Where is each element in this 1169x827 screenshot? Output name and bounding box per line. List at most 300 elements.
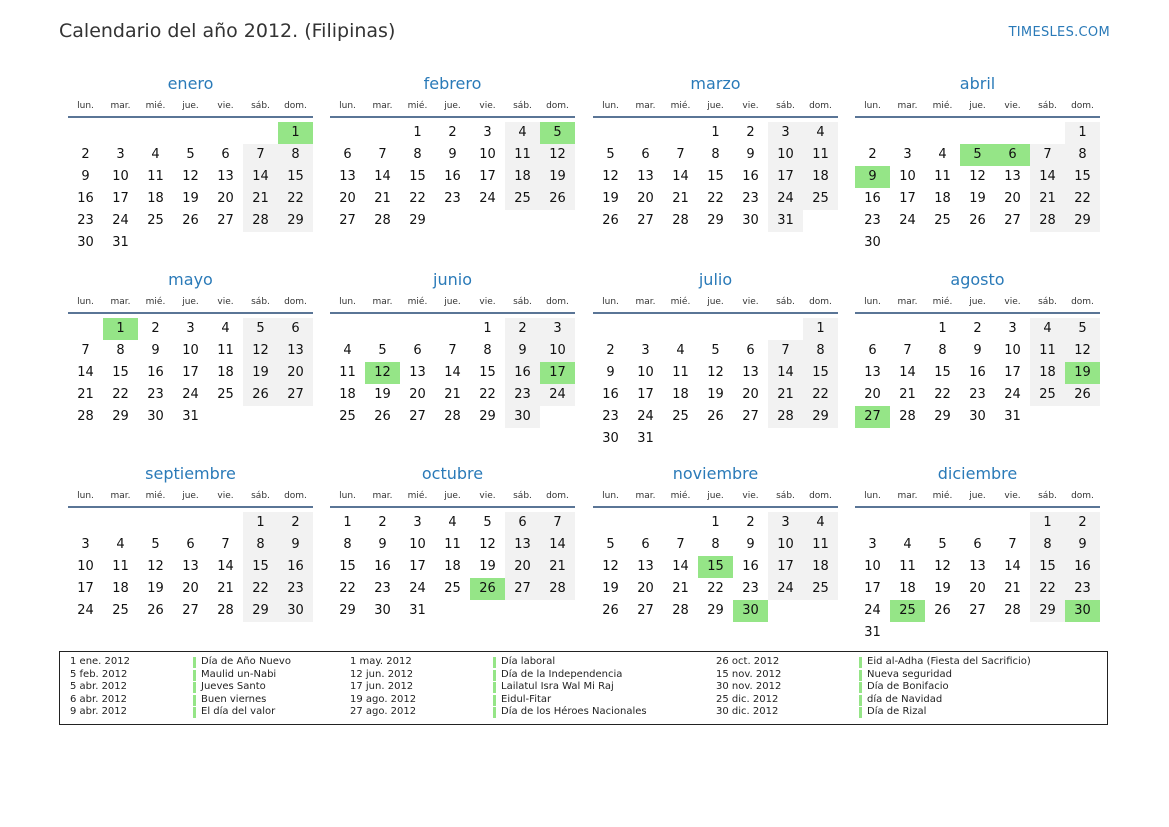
day-cell: 23 <box>505 384 540 406</box>
site-brand-link[interactable]: TIMESLES.COM <box>1008 25 1110 40</box>
weekday-label: lun. <box>339 491 356 501</box>
day-cell: 16 <box>864 191 881 206</box>
day-cell: 11 <box>147 169 164 184</box>
day-cell: 6 <box>186 537 195 552</box>
weekday-label: jue. <box>182 491 199 501</box>
month-agosto <box>855 269 1100 458</box>
weekday-header <box>330 486 575 506</box>
day-cell: 23 <box>278 578 313 600</box>
day-cell: 24 <box>77 603 94 618</box>
day-cell: 28 <box>540 578 575 600</box>
day-cell: 18 <box>339 387 356 402</box>
day-cell: 25 <box>1030 384 1065 406</box>
day-cell: 27 <box>742 409 759 424</box>
day-cell: 21 <box>768 384 803 406</box>
month-febrero <box>330 73 575 262</box>
legend-holiday-name: Eidul-Fitar <box>501 693 552 705</box>
day-cell: 9 <box>151 343 160 358</box>
header-rule <box>593 506 838 508</box>
header-rule <box>330 116 575 118</box>
day-cell: 25 <box>803 578 838 600</box>
day-cell: 9 <box>746 147 755 162</box>
holiday-color-swatch <box>493 695 496 706</box>
day-cell: 22 <box>707 581 724 596</box>
day-cell: 18 <box>803 556 838 578</box>
day-cell: 17 <box>864 581 881 596</box>
month-octubre <box>330 463 575 652</box>
holiday-color-swatch <box>193 670 196 681</box>
legend-holiday-name: Día laboral <box>501 656 556 667</box>
header-rule <box>593 312 838 314</box>
day-cell: 11 <box>803 534 838 556</box>
month-name: marzo <box>690 74 741 93</box>
day-cell: 22 <box>278 188 313 210</box>
day-cell: 13 <box>1004 169 1021 184</box>
header-rule <box>68 506 313 508</box>
holiday-color-swatch <box>193 682 196 693</box>
day-cell: 5 <box>1065 318 1100 340</box>
day-cell: 4 <box>151 147 160 162</box>
weekday-header <box>68 292 313 312</box>
day-cell: 1 <box>343 515 352 530</box>
day-cell: 5 <box>711 343 720 358</box>
day-cell: 7 <box>540 512 575 534</box>
month-marzo <box>593 73 838 262</box>
legend-holiday-name: Maulid un-Nabi <box>201 668 277 680</box>
legend-date: 25 dic. 2012 <box>716 693 779 705</box>
day-cell: 8 <box>243 534 278 556</box>
day-cell: 28 <box>899 409 916 424</box>
day-cell: 16 <box>278 556 313 578</box>
day-cell: 3 <box>1008 321 1017 336</box>
day-cell: 17 <box>1004 365 1021 380</box>
day-cell: 23 <box>444 191 461 206</box>
day-cell: 16 <box>147 365 164 380</box>
day-cell: 12 <box>934 559 951 574</box>
day-cell: 8 <box>343 537 352 552</box>
weekday-label: sáb. <box>1038 101 1057 111</box>
day-cell: 12 <box>1065 340 1100 362</box>
weekday-header <box>855 292 1100 312</box>
weekday-label: mié. <box>932 491 953 501</box>
month-name: diciembre <box>937 464 1018 483</box>
day-cell: 10 <box>409 537 426 552</box>
day-cell: 14 <box>1030 166 1065 188</box>
day-cell: 14 <box>77 365 94 380</box>
legend-date: 5 feb. 2012 <box>70 668 128 680</box>
day-cell: 23 <box>147 387 164 402</box>
weekday-label: vie. <box>479 491 496 501</box>
day-cell: 25 <box>505 188 540 210</box>
day-cell: 10 <box>540 340 575 362</box>
day-cell: 12 <box>479 537 496 552</box>
day-cell: 30 <box>742 213 759 228</box>
day-cell: 7 <box>243 144 278 166</box>
weekday-label: jue. <box>969 101 986 111</box>
day-cell: 14 <box>672 559 689 574</box>
legend-holiday-name: Jueves Santo <box>201 681 266 693</box>
month-julio <box>593 269 838 458</box>
day-cell: 3 <box>483 125 492 140</box>
day-cell: 13 <box>339 169 356 184</box>
day-cell: 20 <box>182 581 199 596</box>
holiday-color-swatch <box>493 682 496 693</box>
header-rule <box>330 506 575 508</box>
day-cell: 7 <box>1008 537 1017 552</box>
day-cell: 2 <box>868 147 877 162</box>
legend-date: 1 may. 2012 <box>350 656 412 667</box>
day-cell: 6 <box>973 537 982 552</box>
day-cell: 31 <box>112 235 129 250</box>
legend-holiday-name: Eid al-Adha (Fiesta del Sacrificio) <box>867 656 1031 667</box>
weekday-header <box>593 486 838 506</box>
day-cell: 11 <box>1030 340 1065 362</box>
day-cell: 3 <box>540 318 575 340</box>
day-cell: 17 <box>899 191 916 206</box>
holiday-color-swatch <box>493 657 496 668</box>
legend-date: 27 ago. 2012 <box>350 706 417 718</box>
day-cell: 13 <box>217 169 234 184</box>
day-cell: 17 <box>768 556 803 578</box>
holiday-day-cell: 30 <box>1065 600 1100 622</box>
day-cell: 4 <box>803 512 838 534</box>
month-enero <box>68 73 313 262</box>
day-cell: 2 <box>151 321 160 336</box>
day-cell: 20 <box>339 191 356 206</box>
day-cell: 15 <box>243 556 278 578</box>
day-cell: 13 <box>637 169 654 184</box>
weekday-label: mar. <box>372 297 393 307</box>
day-cell: 29 <box>1030 600 1065 622</box>
weekday-label: mar. <box>635 101 656 111</box>
month-name: enero <box>167 74 214 93</box>
weekday-header <box>855 486 1100 506</box>
day-cell: 26 <box>934 603 951 618</box>
day-cell: 25 <box>112 603 129 618</box>
weekday-label: dom. <box>809 491 832 501</box>
day-cell: 1 <box>1030 512 1065 534</box>
day-cell: 20 <box>1004 191 1021 206</box>
day-cell: 2 <box>1065 512 1100 534</box>
day-cell: 21 <box>243 188 278 210</box>
header-rule <box>593 116 838 118</box>
legend-holiday-name: El día del valor <box>201 706 276 718</box>
weekday-label: mar. <box>635 491 656 501</box>
weekday-label: dom. <box>284 101 307 111</box>
holiday-color-swatch <box>859 707 862 718</box>
day-cell: 29 <box>1065 210 1100 232</box>
day-cell: 11 <box>339 365 356 380</box>
legend-holiday-name: Día de Bonifacio <box>867 681 949 693</box>
day-cell: 15 <box>934 365 951 380</box>
holiday-color-swatch <box>859 657 862 668</box>
day-cell: 4 <box>803 122 838 144</box>
holiday-color-swatch <box>193 657 196 668</box>
day-cell: 29 <box>707 213 724 228</box>
day-cell: 24 <box>768 578 803 600</box>
day-cell: 6 <box>413 343 422 358</box>
day-cell: 30 <box>77 235 94 250</box>
day-grid <box>68 318 313 458</box>
day-grid <box>330 512 575 652</box>
day-cell: 5 <box>186 147 195 162</box>
weekday-label: vie. <box>742 491 759 501</box>
day-cell: 4 <box>221 321 230 336</box>
holiday-day-cell: 15 <box>698 556 733 578</box>
day-cell: 16 <box>374 559 391 574</box>
day-cell: 6 <box>505 512 540 534</box>
day-cell: 11 <box>444 537 461 552</box>
day-cell: 9 <box>378 537 387 552</box>
day-cell: 11 <box>672 365 689 380</box>
day-cell: 19 <box>934 581 951 596</box>
holiday-day-cell: 1 <box>278 122 313 144</box>
day-cell: 14 <box>243 166 278 188</box>
day-cell: 16 <box>1065 556 1100 578</box>
weekday-label: vie. <box>217 101 234 111</box>
weekday-label: mié. <box>932 297 953 307</box>
day-cell: 25 <box>803 188 838 210</box>
weekday-label: mié. <box>670 491 691 501</box>
day-cell: 23 <box>742 191 759 206</box>
day-cell: 31 <box>182 409 199 424</box>
day-grid <box>593 512 838 652</box>
day-cell: 20 <box>409 387 426 402</box>
day-cell: 10 <box>864 559 881 574</box>
day-cell: 4 <box>448 515 457 530</box>
day-cell: 8 <box>711 147 720 162</box>
day-cell: 5 <box>151 537 160 552</box>
weekday-label: lun. <box>864 297 881 307</box>
legend-holiday-name: Buen viernes <box>201 693 267 705</box>
day-cell: 2 <box>378 515 387 530</box>
weekday-label: dom. <box>809 297 832 307</box>
day-cell: 22 <box>1065 188 1100 210</box>
legend-date: 6 abr. 2012 <box>70 693 128 705</box>
weekday-label: dom. <box>1071 297 1094 307</box>
weekday-label: vie. <box>479 101 496 111</box>
day-cell: 14 <box>374 169 391 184</box>
legend-date: 15 nov. 2012 <box>716 668 782 680</box>
day-cell: 16 <box>505 362 540 384</box>
month-abril <box>855 73 1100 262</box>
day-cell: 1 <box>711 125 720 140</box>
day-cell: 19 <box>540 166 575 188</box>
day-cell: 28 <box>768 406 803 428</box>
day-cell: 3 <box>768 122 803 144</box>
header-rule <box>330 312 575 314</box>
day-cell: 29 <box>278 210 313 232</box>
weekday-label: sáb. <box>1038 297 1057 307</box>
day-cell: 12 <box>182 169 199 184</box>
legend-date: 19 ago. 2012 <box>350 693 417 705</box>
day-cell: 14 <box>672 169 689 184</box>
day-cell: 10 <box>899 169 916 184</box>
weekday-header <box>593 96 838 116</box>
day-cell: 10 <box>768 534 803 556</box>
day-cell: 3 <box>116 147 125 162</box>
day-cell: 28 <box>1004 603 1021 618</box>
day-cell: 3 <box>641 343 650 358</box>
day-cell: 28 <box>243 210 278 232</box>
weekday-label: jue. <box>182 297 199 307</box>
day-cell: 31 <box>637 431 654 446</box>
weekday-label: dom. <box>546 101 569 111</box>
day-cell: 27 <box>637 213 654 228</box>
day-cell: 15 <box>803 362 838 384</box>
day-cell: 21 <box>1030 188 1065 210</box>
month-name: octubre <box>421 464 484 483</box>
day-cell: 13 <box>182 559 199 574</box>
day-cell: 3 <box>868 537 877 552</box>
day-cell: 22 <box>479 387 496 402</box>
day-cell: 16 <box>77 191 94 206</box>
day-cell: 6 <box>278 318 313 340</box>
holiday-day-cell: 26 <box>470 578 505 600</box>
day-cell: 30 <box>864 235 881 250</box>
day-cell: 6 <box>641 537 650 552</box>
day-cell: 10 <box>768 144 803 166</box>
day-cell: 3 <box>413 515 422 530</box>
day-cell: 8 <box>1065 144 1100 166</box>
holiday-color-swatch <box>493 670 496 681</box>
day-cell: 15 <box>339 559 356 574</box>
day-cell: 27 <box>278 384 313 406</box>
day-cell: 8 <box>803 340 838 362</box>
day-cell: 20 <box>864 387 881 402</box>
day-cell: 14 <box>899 365 916 380</box>
weekday-label: jue. <box>182 101 199 111</box>
weekday-label: dom. <box>809 101 832 111</box>
day-cell: 27 <box>969 603 986 618</box>
day-cell: 26 <box>602 213 619 228</box>
day-grid <box>593 318 838 458</box>
day-cell: 28 <box>374 213 391 228</box>
day-cell: 31 <box>409 603 426 618</box>
day-cell: 30 <box>969 409 986 424</box>
day-cell: 10 <box>637 365 654 380</box>
day-cell: 29 <box>934 409 951 424</box>
day-cell: 12 <box>540 144 575 166</box>
day-cell: 14 <box>768 362 803 384</box>
day-cell: 4 <box>1030 318 1065 340</box>
day-cell: 16 <box>742 559 759 574</box>
weekday-label: sáb. <box>776 101 795 111</box>
legend-holiday-name: día de Navidad <box>867 693 943 705</box>
weekday-label: sáb. <box>776 297 795 307</box>
page-title: Calendario del año 2012. (Filipinas) <box>59 20 396 42</box>
day-cell: 30 <box>374 603 391 618</box>
day-cell: 24 <box>409 581 426 596</box>
day-cell: 2 <box>746 125 755 140</box>
day-cell: 21 <box>1004 581 1021 596</box>
month-name: julio <box>698 270 733 289</box>
day-cell: 11 <box>899 559 916 574</box>
weekday-label: lun. <box>77 297 94 307</box>
day-cell: 7 <box>221 537 230 552</box>
day-cell: 4 <box>505 122 540 144</box>
weekday-label: mié. <box>145 297 166 307</box>
weekday-label: mié. <box>407 101 428 111</box>
weekday-label: vie. <box>1004 101 1021 111</box>
day-cell: 6 <box>746 343 755 358</box>
day-cell: 25 <box>672 409 689 424</box>
day-cell: 23 <box>374 581 391 596</box>
day-cell: 28 <box>217 603 234 618</box>
day-cell: 18 <box>444 559 461 574</box>
day-cell: 7 <box>378 147 387 162</box>
day-cell: 4 <box>903 537 912 552</box>
day-cell: 3 <box>81 537 90 552</box>
day-cell: 12 <box>707 365 724 380</box>
header-rule <box>68 312 313 314</box>
weekday-label: sáb. <box>1038 491 1057 501</box>
day-cell: 14 <box>217 559 234 574</box>
weekday-label: mar. <box>897 491 918 501</box>
day-cell: 11 <box>112 559 129 574</box>
month-name: febrero <box>423 74 482 93</box>
weekday-header <box>68 486 313 506</box>
day-cell: 20 <box>742 387 759 402</box>
day-cell: 25 <box>339 409 356 424</box>
day-cell: 23 <box>602 409 619 424</box>
day-cell: 21 <box>672 191 689 206</box>
day-cell: 25 <box>147 213 164 228</box>
day-cell: 10 <box>77 559 94 574</box>
day-cell: 16 <box>742 169 759 184</box>
day-cell: 21 <box>444 387 461 402</box>
day-cell: 10 <box>479 147 496 162</box>
day-cell: 15 <box>1030 556 1065 578</box>
day-cell: 31 <box>864 625 881 640</box>
day-cell: 26 <box>707 409 724 424</box>
day-cell: 19 <box>479 559 496 574</box>
weekday-label: lun. <box>602 297 619 307</box>
day-grid <box>855 318 1100 458</box>
day-cell: 13 <box>409 365 426 380</box>
day-cell: 14 <box>540 534 575 556</box>
weekday-label: mar. <box>897 297 918 307</box>
day-cell: 8 <box>413 147 422 162</box>
day-cell: 15 <box>479 365 496 380</box>
day-cell: 26 <box>602 603 619 618</box>
weekday-label: jue. <box>444 297 461 307</box>
day-cell: 25 <box>217 387 234 402</box>
weekday-label: jue. <box>444 491 461 501</box>
day-cell: 7 <box>1030 144 1065 166</box>
weekday-label: sáb. <box>251 297 270 307</box>
day-cell: 4 <box>938 147 947 162</box>
weekday-label: lun. <box>864 101 881 111</box>
day-cell: 10 <box>182 343 199 358</box>
day-cell: 12 <box>243 340 278 362</box>
day-cell: 21 <box>217 581 234 596</box>
weekday-label: lun. <box>602 101 619 111</box>
day-cell: 4 <box>116 537 125 552</box>
day-cell: 9 <box>278 534 313 556</box>
day-cell: 11 <box>217 343 234 358</box>
legend-date: 1 ene. 2012 <box>70 656 130 667</box>
day-cell: 11 <box>934 169 951 184</box>
day-cell: 9 <box>81 169 90 184</box>
day-cell: 3 <box>186 321 195 336</box>
weekday-label: jue. <box>969 491 986 501</box>
day-cell: 21 <box>374 191 391 206</box>
day-cell: 19 <box>602 191 619 206</box>
weekday-label: vie. <box>1004 297 1021 307</box>
day-cell: 23 <box>742 581 759 596</box>
day-cell: 22 <box>803 384 838 406</box>
